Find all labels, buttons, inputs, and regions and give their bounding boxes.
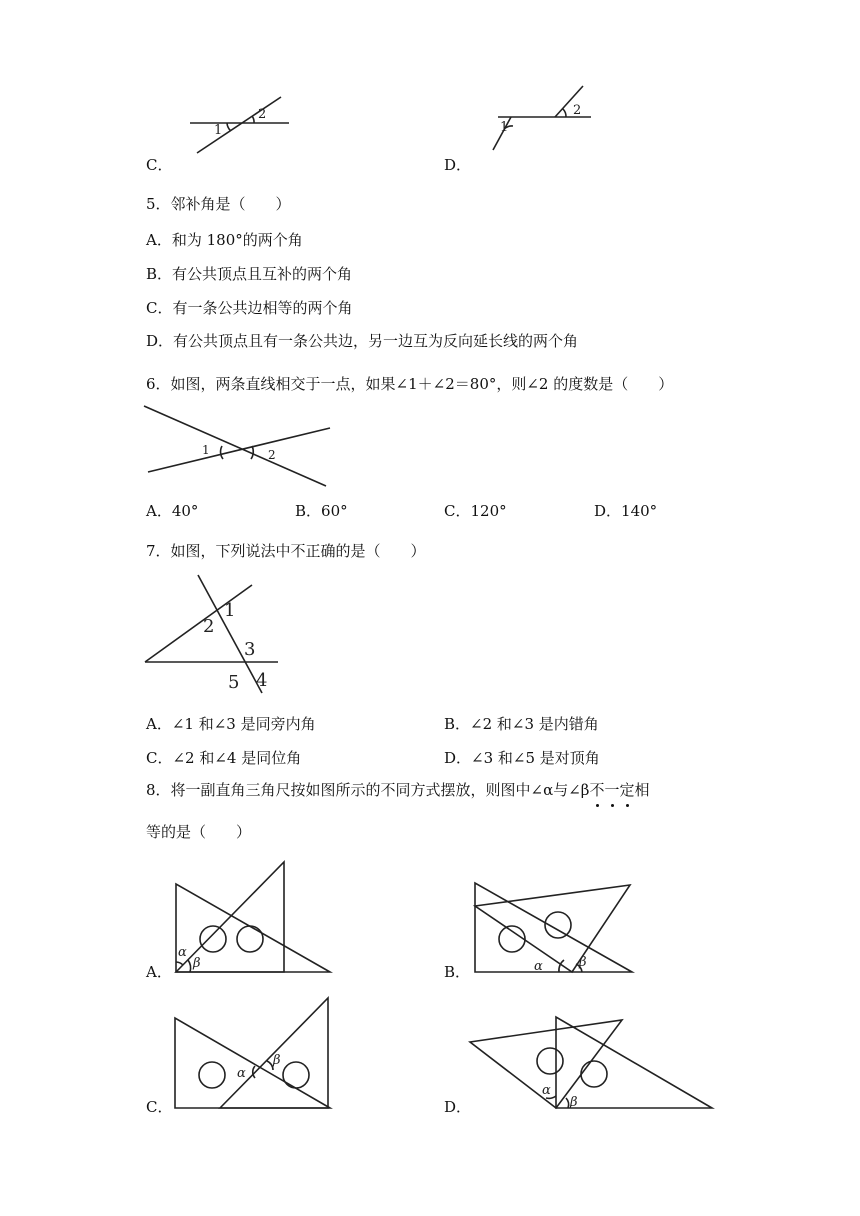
- q7-label-2: 2: [203, 616, 215, 637]
- q6-option-d: D．140°: [594, 502, 658, 520]
- q8d-triangle-1: [556, 1017, 712, 1108]
- q8-stem-dotted-3: 定: [619, 781, 635, 799]
- q8d-hole-2: [581, 1061, 607, 1087]
- q7-label-5: 5: [228, 672, 240, 693]
- q6-angle-1-arc: [221, 446, 223, 459]
- q6-line-2: [148, 428, 330, 472]
- q7-label-3: 3: [244, 639, 256, 660]
- q4c-slanted-line: [197, 97, 281, 153]
- q5-option-a: A．和为 180°的两个角: [146, 231, 303, 249]
- q7-stem: 7．如图，下列说法中不正确的是（ ）: [146, 542, 426, 560]
- q8c-triangle-1: [175, 1018, 330, 1108]
- q4-option-c: C．: [146, 156, 173, 174]
- q8-option-c: C．: [146, 1098, 173, 1116]
- q6-stem: 6．如图，两条直线相交于一点，如果∠1＋∠2＝80°，则∠2 的度数是（ ）: [146, 375, 674, 393]
- q6-option-c: C．120°: [444, 502, 507, 520]
- q7-figure: [140, 570, 290, 700]
- q5-stem: 5．邻补角是（ ）: [146, 195, 291, 213]
- q4c-angle-2-arc: [252, 116, 254, 123]
- q8-figure-b: [470, 878, 640, 978]
- q6-option-b: B．60°: [295, 502, 348, 520]
- q8-stem-dotted-1: 不: [589, 781, 605, 799]
- q7-label-1: 1: [224, 600, 236, 621]
- q6-options: [146, 501, 746, 521]
- q8-stem-line1: [146, 780, 650, 800]
- q8-stem-line2: 等的是（ ）: [146, 823, 252, 841]
- q8-figure-d: [466, 1012, 716, 1112]
- q8-stem-dotted-2: 一: [604, 781, 620, 799]
- q8b-beta-label: β: [579, 955, 587, 970]
- q8a-alpha-label: α: [178, 945, 187, 960]
- q8-option-a: A．: [146, 963, 172, 981]
- q4d-label-2: 2: [573, 103, 582, 118]
- q8b-triangle-2: [475, 885, 630, 972]
- q8b-alpha-label: α: [534, 959, 543, 974]
- q8c-beta-label: β: [273, 1053, 281, 1068]
- q8-figure-c: [170, 994, 340, 1114]
- q8a-alpha-arc: [176, 962, 183, 965]
- q8a-beta-label: β: [193, 956, 201, 971]
- q8d-beta-label: β: [570, 1095, 578, 1110]
- q8d-hole-1: [537, 1048, 563, 1074]
- q8c-hole-1: [199, 1062, 225, 1088]
- q8c-alpha-label: α: [237, 1066, 246, 1081]
- q7-option-d: D．∠3 和∠5 是对顶角: [444, 749, 600, 767]
- q4-figure-d: [485, 80, 595, 154]
- q8-figure-a: [170, 858, 340, 978]
- q4c-label-2: 2: [258, 107, 267, 122]
- q8-stem-after: 相: [634, 781, 650, 799]
- q5-option-b: B．有公共顶点且互补的两个角: [146, 265, 353, 283]
- q7-option-c: C．∠2 和∠4 是同位角: [146, 749, 302, 767]
- q7-label-4: 4: [256, 670, 268, 691]
- q8b-hole-1: [499, 926, 525, 952]
- q4c-label-1: 1: [214, 123, 223, 138]
- q4-option-d: D．: [444, 156, 472, 174]
- q8-stem-before: 8．将一副直角三角尺按如图所示的不同方式摆放，则图中∠α与∠β: [146, 781, 590, 799]
- q8c-hole-2: [283, 1062, 309, 1088]
- q6-label-2: 2: [268, 448, 276, 462]
- q8-option-d: D．: [444, 1098, 472, 1116]
- q4d-angle-2-arc: [563, 109, 566, 117]
- q6-line-1: [144, 406, 326, 486]
- q5-option-c: C．有一条公共边相等的两个角: [146, 299, 353, 317]
- q8a-hole-2: [237, 926, 263, 952]
- q8a-hole-1: [200, 926, 226, 952]
- q6-option-a: A．40°: [146, 502, 199, 520]
- q6-figure: [140, 400, 340, 490]
- q8d-alpha-label: α: [542, 1083, 551, 1098]
- q4d-label-1: 1: [500, 120, 509, 135]
- q8a-beta-arc: [188, 960, 191, 972]
- q4-figure-c: [185, 92, 295, 156]
- q8d-beta-arc: [566, 1098, 569, 1108]
- q8-option-b: B．: [444, 963, 471, 981]
- q7-diagonal-line: [145, 585, 252, 662]
- q7-option-a: A．∠1 和∠3 是同旁内角: [146, 715, 316, 733]
- q7-option-b: B．∠2 和∠3 是内错角: [444, 715, 599, 733]
- q6-label-1: 1: [202, 443, 210, 457]
- q5-option-d: D．有公共顶点且有一条公共边，另一边互为反向延长线的两个角: [146, 332, 579, 350]
- q4c-angle-1-arc: [227, 123, 231, 131]
